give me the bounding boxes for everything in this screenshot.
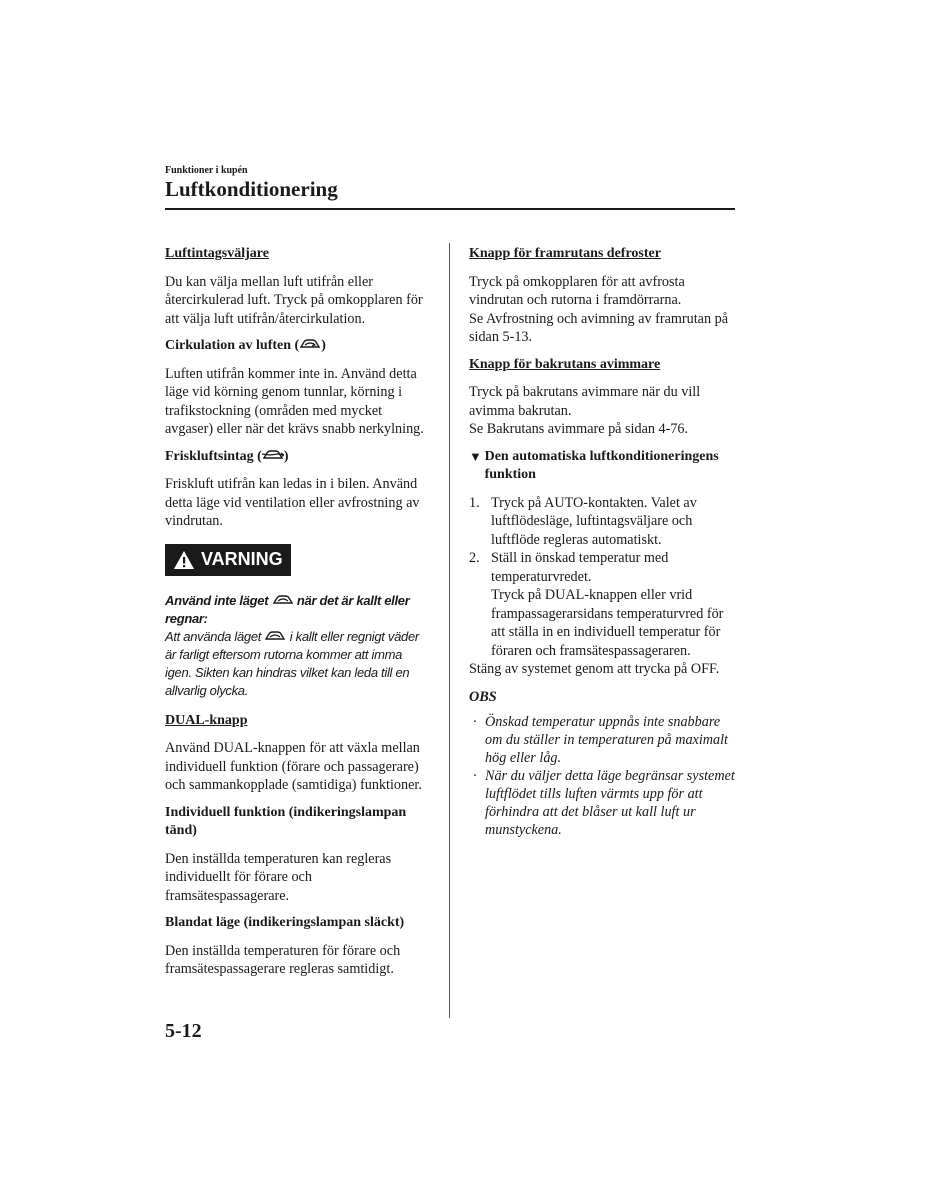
warning-body: Att använda läget i kallt eller regnigt väder är farligt eftersom rutorna kommer att imma igen. Sikten kan hindras vilket kan leda till en allvarlig olycka. <box>165 628 419 698</box>
page-title: Luftkonditionering <box>165 177 338 201</box>
recirculation-icon <box>299 338 321 350</box>
warning-title: Använd inte läget när det är kallt eller regnar: <box>165 592 410 626</box>
obs-label: OBS <box>469 688 497 705</box>
auto-heading-text: Den automatiska luftkonditioneringens funktion <box>484 448 719 482</box>
mixed-text: Den inställda temperaturen för förare och framsätespassagerare regleras samtidigt. <box>165 942 401 977</box>
individual-label: Individuell funktion (indikeringslampan tänd) <box>165 804 407 838</box>
fresh-text: Friskluft utifrån kan ledas in i bilen. Använd detta läge vid ventilation eller avfrostning av vindrutan. <box>165 476 420 529</box>
page-number: 5-12 <box>165 1020 202 1042</box>
warning-triangle-icon <box>173 550 195 570</box>
recirc-label: Cirkulation av luften ( ) <box>165 338 326 353</box>
dual-heading: DUAL-knapp <box>165 712 248 728</box>
right-column <box>469 245 735 839</box>
note-item: · Önskad temperatur uppnås inte snabbare om du ställer in temperaturen på maximalt hög eller låg. <box>473 714 729 766</box>
dual-text: Använd DUAL-knappen för att växla mellan individuell funktion (förare och passagerare) och sammankopplade (samtidiga) funktioner. <box>165 740 422 793</box>
column-divider <box>449 243 450 1018</box>
fresh-air-icon <box>272 594 294 606</box>
auto-section-heading <box>469 448 735 485</box>
intake-text: Du kan välja mellan luft utifrån eller återcirkulerad luft. Tryck på omkopplaren för att välja luft utifrån/återcirkulation. <box>165 273 423 327</box>
triangle-down-icon: ▼ <box>469 448 482 464</box>
steps-list <box>469 494 735 661</box>
fresh-label: Friskluftsintag ( ) <box>165 448 289 464</box>
title-rule <box>165 208 735 210</box>
mixed-label: Blandat läge (indikeringslampan släckt) <box>165 915 405 930</box>
intake-heading: Luftintagsväljare <box>165 246 269 261</box>
list-item: 1. Tryck på AUTO-kontakten. Valet av luftflödesläge, luftintagsväljare och luftflöde regleras automatiskt. <box>469 494 697 548</box>
front-defroster-text: Tryck på omkopplaren för att avfrosta vindrutan och rutorna i framdörrarna. Se Avfrostning och avimning av framrutan på sidan 5-13. <box>469 273 728 345</box>
stop-text: Stäng av systemet genom att trycka på OFF. <box>469 661 720 677</box>
left-column <box>165 245 427 988</box>
warning-label: VARNING <box>201 549 283 570</box>
fresh-air-icon <box>262 449 284 461</box>
recirculation-icon <box>264 630 286 642</box>
front-defroster-heading: Knapp för framrutans defroster <box>469 246 661 261</box>
rear-defogger-heading: Knapp för bakrutans avimmare <box>469 356 661 372</box>
individual-text: Den inställda temperaturen kan regleras individuellt för förare och framsätespassagerare. <box>165 850 392 904</box>
rear-defogger-text: Tryck på bakrutans avimmare när du vill avimma bakrutan. Se Bakrutans avimmare på sidan 4-76. <box>469 384 701 437</box>
recirc-text: Luften utifrån kommer inte in. Använd detta läge vid körning genom tunnlar, körning i trafikstockning (områden med mycket avgaser) eller när det krävs snabb nerkylning. <box>165 365 424 437</box>
section-kicker: Funktioner i kupén <box>165 165 248 176</box>
list-item: 2. Ställ in önskad temperatur med temperaturvredet. Tryck på DUAL-knappen eller vrid frampassagerarsidans temperaturvred för att ställa in en individuell temperatur för föraren och framsätespassageraren. <box>469 550 724 659</box>
warning-badge <box>165 544 291 576</box>
note-item: · När du väljer detta läge begränsar systemet luftflödet tills luften värmts upp för att förhindra att det blåser ut kall luft ur munstyckena. <box>473 768 735 838</box>
